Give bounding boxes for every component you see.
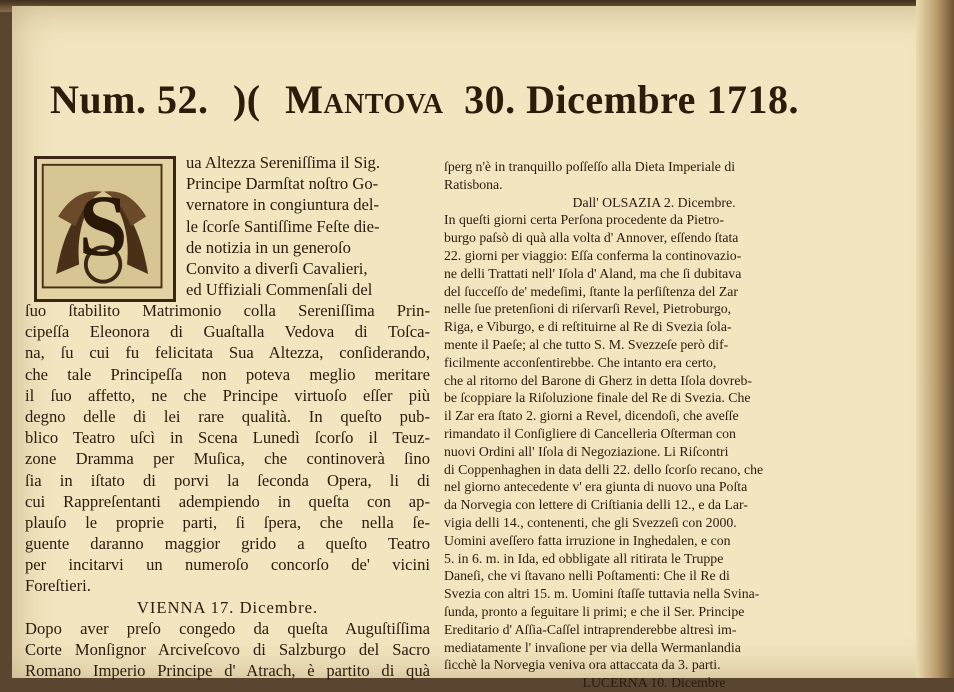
- text-line: Svezia con altri 15. m. Uomini ſtaſſe tuttavia nella Svina-: [444, 586, 760, 602]
- initial-letter: S: [78, 176, 128, 275]
- text-line: le ſcorſe Santiſſime Feſte die-: [186, 216, 380, 236]
- text-line: ſia in iſtato di porvi la ſeconda Opera, li di: [25, 470, 430, 490]
- text-line: vigia delli 14., contenenti, che gli Svezzeſi con 2000.: [444, 514, 737, 530]
- text-line: Ratisbona.: [444, 176, 503, 192]
- text-line: guente daranno maggior grido a queſto Teatro: [25, 534, 430, 554]
- text-line: ed Uffiziali Commenſali del: [186, 280, 373, 300]
- text-line: nuovi Ordini all' Iſola di Negoziazione. Li Riſcontri: [444, 443, 729, 459]
- text-line: Foreſtieri.: [25, 576, 91, 596]
- paper-right-edge: [916, 0, 954, 678]
- right-column: [444, 158, 864, 692]
- text-line: mediatamente l' invaſione per via della Wermanlandia: [444, 639, 741, 655]
- text-line: Corte Monſignor Arciveſcovo di Salzburgo del Sacro: [25, 640, 430, 659]
- text-line: Riga, e Viburgo, e di reſtituirne al Re di Svezia ſola-: [444, 319, 732, 335]
- text-line: cipeſſa Eleonora di Guaſtalla Vedova di Toſca-: [25, 322, 430, 342]
- text-line: cui Rappreſentanti adempiendo in queſta con ap-: [25, 491, 430, 511]
- masthead-ornament: )(: [232, 77, 261, 122]
- text-line: del ſucceſſo de' medeſimi, ſtante la perſiſtenza del Zar: [444, 283, 739, 299]
- text-line: ſicchè la Norvegia veniva ora attaccata da 3. parti.: [444, 657, 721, 673]
- left-column-intro: [186, 152, 430, 300]
- text-line: Uomini aveſſero fatta irruzione in Inghedalen, e con: [444, 532, 731, 548]
- section-heading-lucerna: LUCERNA 10. Dicembre: [582, 675, 726, 691]
- masthead-date: 30. Dicembre 1718.: [464, 77, 799, 122]
- decorated-initial: [34, 156, 176, 302]
- text-line: Daneſi, che vi ſtavano nelli Poſtamenti: Che il Re di: [444, 568, 730, 584]
- text-line: ſuo ſtabilito Matrimonio colla Sereniſſima Prin-: [25, 301, 430, 320]
- text-line: il Zar era ſtato 2. giorni a Revel, dicendoſi, che aveſſe: [444, 408, 739, 424]
- text-line: che al ritorno del Barone di Gherz in detta Iſola dovreb-: [444, 372, 753, 388]
- text-line: 22. giorni per viaggio: Eſſa conferma la continovazio-: [444, 247, 742, 263]
- text-line: ficilmente acconſentirebbe. Che intanto era certo,: [444, 354, 717, 370]
- issue-number: Num. 52.: [50, 77, 209, 122]
- text-line: plauſo le proprie parti, ſi ſpera, che nella ſe-: [25, 512, 430, 532]
- text-line: nel giorno antecedente v' era giunta di nuovo una Poſta: [444, 479, 748, 495]
- text-line: Romano Imperio Principe d' Atrach, è partito di quà: [25, 661, 430, 681]
- left-column-body: [25, 300, 430, 681]
- section-heading-vienna: VIENNA 17. Dicembre.: [136, 597, 319, 617]
- text-line: na, ſu cui fu felicitata Sua Altezza, conſiderando,: [25, 343, 430, 363]
- text-line: Ereditario d' Aſſia-Caſſel intraprenderebbe altresì im-: [444, 621, 737, 637]
- text-line: 5. in 6. m. in Ida, ed obbligate all ritirata le Truppe: [444, 550, 724, 566]
- text-line: degno delle di lei rare qualità. In queſto pub-: [25, 406, 430, 426]
- text-line: che tale Principeſſa non poteva meglio meritare: [25, 364, 430, 384]
- text-line: il ſuo affetto, ne che Principe virtuoſo eſſer più: [25, 385, 430, 405]
- masthead: [50, 76, 850, 132]
- text-line: be ſcoppiare la Riſoluzione finale del Re di Svezia. Che: [444, 390, 751, 406]
- text-line: ne delli Trattati nell' Iſola d' Aland, ma che ſi dubitava: [444, 265, 742, 281]
- text-line: di Coppenhaghen in data delli 22. dello ſcorſo recano, che: [444, 461, 764, 477]
- decorated-initial-s-icon: [37, 159, 173, 299]
- masthead-city: Mantova: [285, 77, 444, 122]
- text-line: Principe Darmſtat noſtro Go-: [186, 174, 379, 194]
- text-line: ſperg n'è in tranquillo poſſeſſo alla Dieta Imperiale di: [444, 159, 736, 174]
- section-heading-olsazia: Dall' OLSAZIA 2. Dicembre.: [572, 194, 736, 210]
- text-line: de notizia in un generoſo: [186, 237, 351, 257]
- text-line: burgo paſsò di quà alla volta d' Annover, eſſendo ſtata: [444, 230, 739, 246]
- text-line: vernatore in congiuntura del-: [186, 195, 380, 215]
- text-line: Convito a diverſi Cavalieri,: [186, 258, 368, 278]
- text-line: ſunda, pronto a ſeguitare li primi; e che il Ser. Principe: [444, 603, 745, 619]
- text-line: zone Dramma per Muſica, che continoverà ſino: [25, 449, 430, 469]
- text-line: Dopo aver preſo congedo da queſta Auguſtiſſima: [25, 618, 430, 638]
- text-line: In queſti giorni certa Perſona procedente da Pietro-: [444, 212, 725, 228]
- text-line: per incitarvi un numeroſo concorſo de' vicini: [25, 555, 430, 575]
- text-line: nelle ſue pretenſioni di riſervarſi Revel, Pietroburgo,: [444, 301, 732, 317]
- text-line: blico Teatro uſcì in Scena Lunedì ſcorſo il Teuz-: [25, 428, 430, 448]
- text-line: rimandato il Conſigliere di Cancelleria Oſterman con: [444, 425, 736, 441]
- text-line: mente il Paeſe; al che tutto S. M. Svezzeſe però dif-: [444, 336, 729, 352]
- text-line: da Norvegia con lettere di Criſtiania delli 12., e da Lar-: [444, 497, 748, 513]
- text-line: ua Altezza Sereniſſima il Sig.: [186, 153, 381, 172]
